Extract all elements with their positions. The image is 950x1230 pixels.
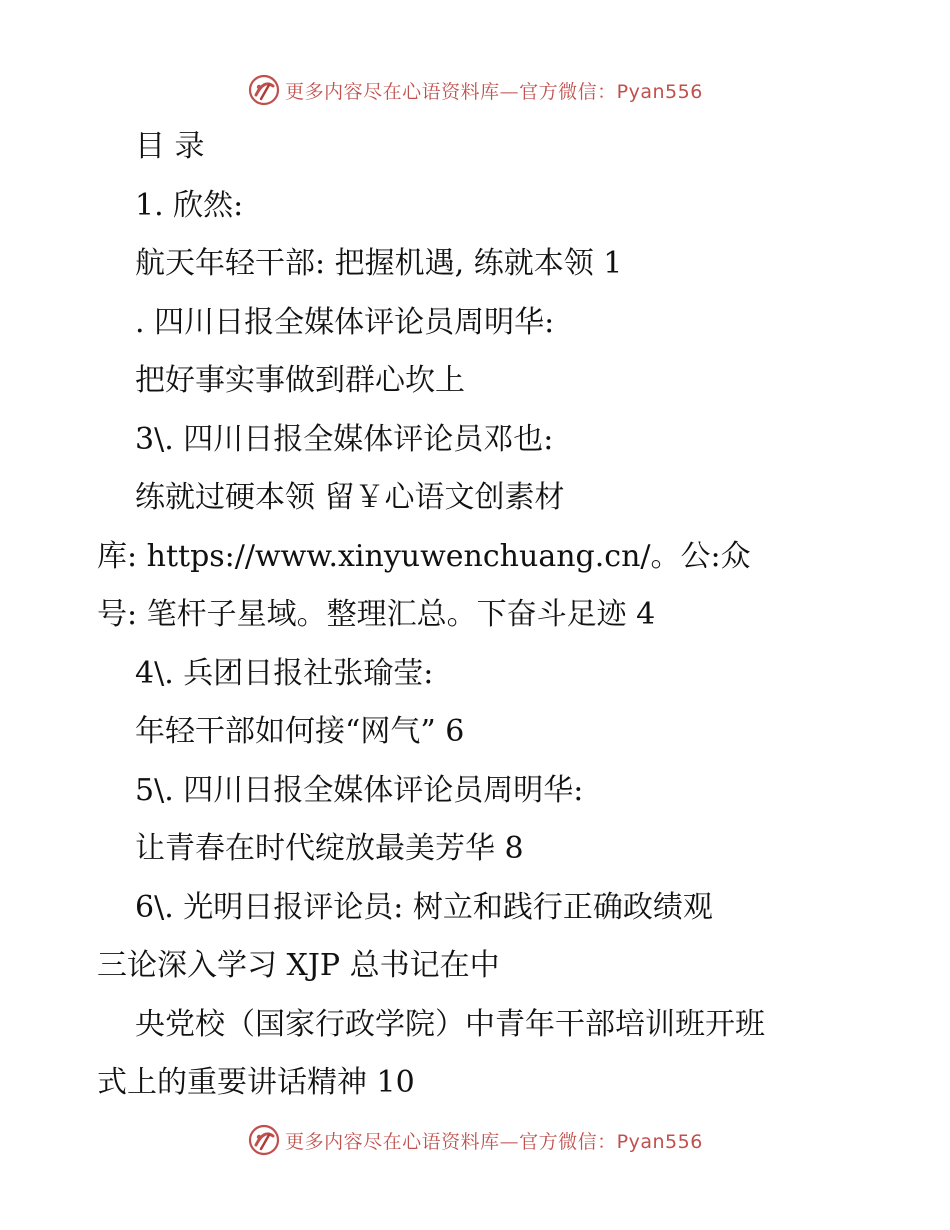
- banner-main-text: 更多内容尽在心语资料库: [285, 1130, 500, 1153]
- toc-line: 练就过硬本领 留￥心语文创素材: [135, 480, 565, 515]
- toc-line: 1. 欣然:: [135, 187, 244, 223]
- toc-title: 目 录: [135, 129, 205, 164]
- toc-line: 6\. 光明日报评论员: 树立和践行正确政绩观: [135, 889, 713, 925]
- banner-text: [285, 1127, 703, 1154]
- brand-logo-icon: [247, 73, 281, 107]
- table-of-contents: [0, 118, 950, 1113]
- banner-sub-text: 官方微信：Pyan556: [519, 1130, 703, 1153]
- toc-line: 4\. 兵团日报社张瑜莹:: [135, 655, 434, 691]
- toc-line: 三论深入学习 XJP 总书记在中: [97, 948, 500, 983]
- footer-banner: [0, 1120, 950, 1160]
- toc-line: 3\. 四川日报全媒体评论员邓也:: [135, 421, 554, 457]
- toc-line: 5\. 四川日报全媒体评论员周明华:: [135, 772, 584, 808]
- toc-line: . 四川日报全媒体评论员周明华:: [135, 304, 555, 340]
- banner-main-text: 更多内容尽在心语资料库: [285, 80, 500, 103]
- banner-dash: —: [499, 1130, 520, 1153]
- toc-line: 央党校（国家行政学院）中青年干部培训班开班: [135, 1006, 765, 1042]
- toc-line: 航天年轻干部: 把握机遇, 练就本领 1: [135, 246, 623, 281]
- banner-text: [285, 77, 703, 104]
- brand-logo-icon: [247, 1123, 281, 1157]
- toc-line: 年轻干部如何接“网气” 6: [135, 714, 465, 749]
- toc-line: 库: https://www.xinyuwenchuang.cn/。公:众: [97, 538, 751, 574]
- banner-sub-text: 官方微信：Pyan556: [519, 80, 703, 103]
- toc-line: 式上的重要讲话精神 10: [97, 1065, 415, 1100]
- header-banner: [0, 70, 950, 110]
- banner-dash: —: [499, 80, 520, 103]
- toc-line: 号: 笔杆子星域。整理汇总。下奋斗足迹 4: [97, 597, 656, 632]
- toc-line: 把好事实事做到群心坎上: [135, 363, 465, 398]
- toc-line: 让青春在时代绽放最美芳华 8: [135, 831, 524, 866]
